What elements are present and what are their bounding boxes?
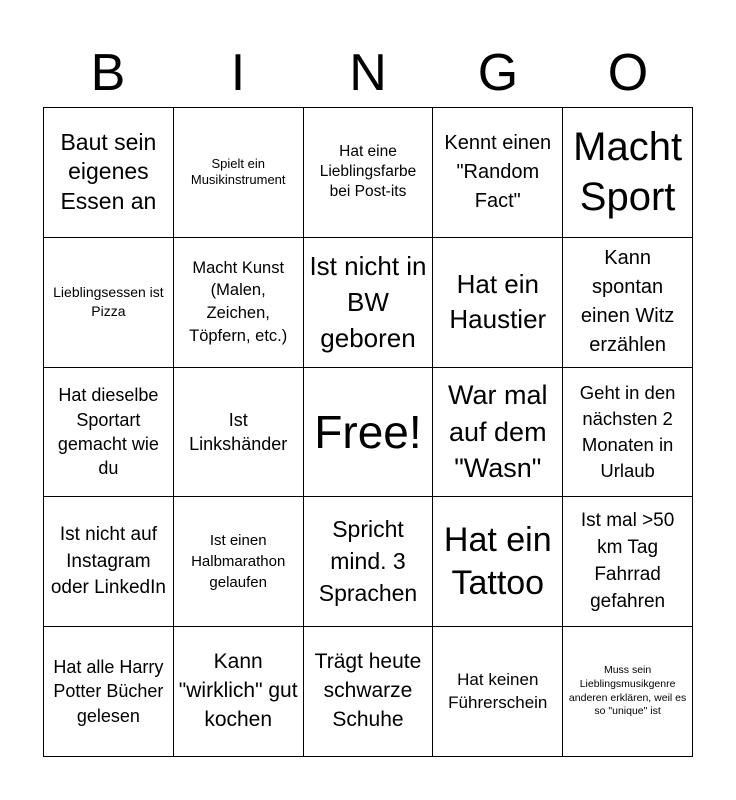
cell-text: Free! <box>314 405 422 458</box>
header-letter-n: N <box>349 44 387 102</box>
cell-text: Kennt einen "Random Fact" <box>444 131 552 212</box>
cell-text: Ist einen Halbmarathon gelaufen <box>191 532 286 592</box>
cell-text: Kann spontan einen Witz erzählen <box>580 247 675 357</box>
cell-text: Kann "wirklich" gut kochen <box>178 650 298 732</box>
bingo-cell[interactable] <box>174 368 304 498</box>
bingo-cell[interactable] <box>44 497 174 627</box>
bingo-cell[interactable] <box>563 108 693 238</box>
cell-text: Ist nicht in BW geboren <box>309 250 427 354</box>
header-letter-g: G <box>477 44 519 102</box>
bingo-grid <box>43 107 693 757</box>
cell-text: Hat dieselbe Sportart gemacht wie du <box>57 385 159 479</box>
header-letter-i: I <box>230 44 246 102</box>
bingo-cell[interactable] <box>563 627 693 757</box>
bingo-cell[interactable] <box>563 368 693 498</box>
bingo-cell[interactable] <box>174 108 304 238</box>
header-letter-o: O <box>607 44 649 102</box>
cell-text: Hat eine Lieblingsfarbe bei Post-its <box>319 143 417 201</box>
bingo-cell[interactable] <box>433 238 563 368</box>
cell-text: Baut sein eigenes Essen an <box>60 128 157 215</box>
cell-text: Trägt heute schwarze Schuhe <box>314 650 422 732</box>
bingo-cell[interactable] <box>174 238 304 368</box>
bingo-cell[interactable] <box>433 497 563 627</box>
cell-text: Hat ein Haustier <box>449 269 547 335</box>
cell-text: Macht Sport <box>573 125 683 220</box>
cell-text: Lieblingsessen ist Pizza <box>53 283 164 320</box>
cell-text: Ist Linkshänder <box>189 409 288 454</box>
cell-text: Hat keinen Führerschein <box>448 669 548 712</box>
bingo-header <box>43 40 693 106</box>
cell-text: Muss sein Lieblingsmusikgenre anderen erklären, weil es so "unique" ist <box>568 664 687 718</box>
bingo-cell[interactable] <box>304 108 434 238</box>
bingo-cell[interactable] <box>433 108 563 238</box>
bingo-cell[interactable] <box>174 627 304 757</box>
bingo-cell[interactable] <box>304 238 434 368</box>
cell-text: Spielt ein Musikinstrument <box>190 155 286 188</box>
bingo-cell[interactable] <box>174 497 304 627</box>
bingo-cell[interactable] <box>304 497 434 627</box>
bingo-cell[interactable] <box>304 627 434 757</box>
bingo-cell[interactable] <box>563 238 693 368</box>
cell-text: Hat alle Harry Potter Bücher gelesen <box>53 657 164 726</box>
cell-text: War mal auf dem "Wasn" <box>448 380 548 484</box>
cell-text: Ist nicht auf Instagram oder LinkedIn <box>50 524 166 598</box>
cell-text: Hat ein Tattoo <box>443 521 552 602</box>
cell-text: Spricht mind. 3 Sprachen <box>318 516 418 606</box>
bingo-cell[interactable] <box>44 368 174 498</box>
bingo-cell[interactable] <box>563 497 693 627</box>
bingo-cell[interactable] <box>44 627 174 757</box>
cell-text: Macht Kunst (Malen, Zeichen, Töpfern, etc.) <box>189 258 288 345</box>
cell-text: Ist mal >50 km Tag Fahrrad gefahren <box>580 509 675 612</box>
bingo-cell[interactable] <box>44 238 174 368</box>
bingo-cell free-space[interactable] <box>304 368 434 498</box>
bingo-cell[interactable] <box>433 627 563 757</box>
cell-text: Geht in den nächsten 2 Monaten in Urlaub <box>579 382 676 481</box>
bingo-cell[interactable] <box>433 368 563 498</box>
bingo-cell[interactable] <box>44 108 174 238</box>
header-letter-b: B <box>90 44 126 102</box>
